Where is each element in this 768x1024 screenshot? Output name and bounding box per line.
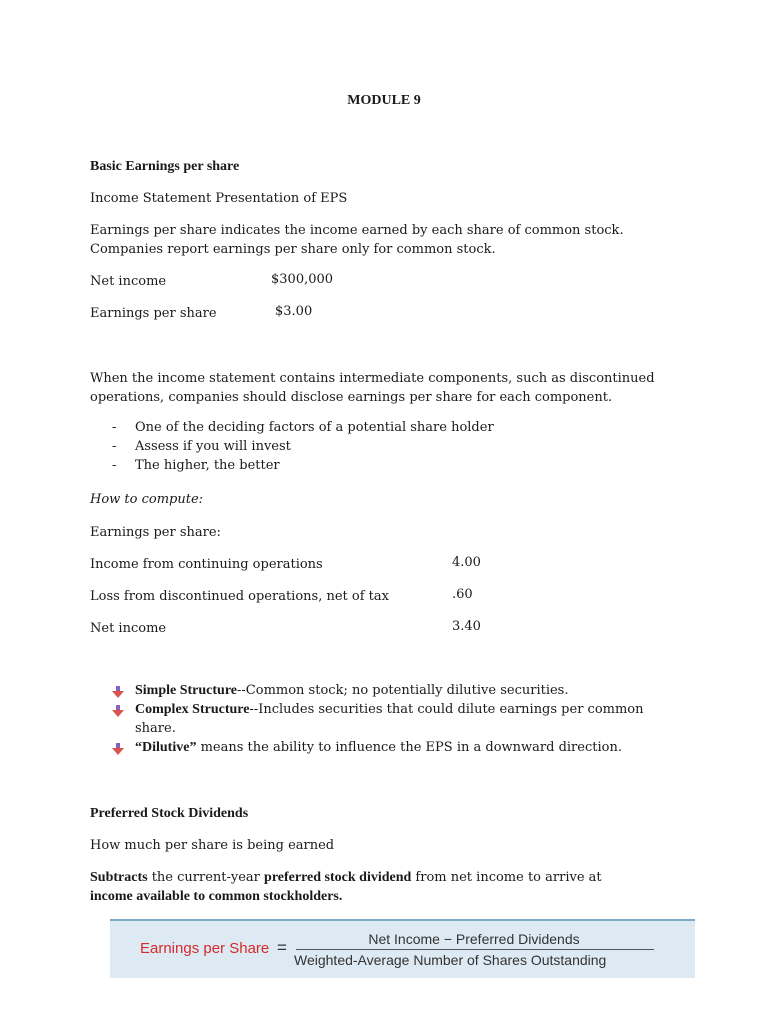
subtract-line-1 [90, 868, 602, 887]
down-arrow-icon [112, 686, 124, 698]
formula-numerator: Net Income − Preferred Dividends [368, 931, 580, 947]
dash-marker: - [112, 439, 117, 454]
down-arrow-icon [112, 743, 124, 755]
structure-term: Complex Structure [135, 702, 250, 717]
example-value-net-income: $300,000 [271, 272, 334, 287]
page-title: MODULE 9 [347, 93, 421, 108]
intro-line-1: Earnings per share indicates the income earned by each share of common stock. [90, 223, 624, 238]
list-item-text: Assess if you will invest [135, 439, 291, 454]
formula-lhs: Earnings per Share [140, 940, 270, 957]
example-label-net-income: Net income [90, 274, 167, 289]
compute-row-value: .60 [452, 587, 473, 602]
list-item-text: One of the deciding factors of a potential share holder [135, 420, 494, 435]
subtract-line-2: income available to common stockholders. [90, 889, 343, 904]
structure-desc: --Includes securities that could dilute earnings per common [249, 702, 644, 717]
subtract-text: from net income to arrive at [411, 870, 602, 885]
intermediate-line-1: When the income statement contains intermediate components, such as discontinued [90, 371, 655, 386]
structure-term: “Dilutive” [135, 740, 197, 755]
eps-formula-box [110, 919, 695, 978]
compute-row-label: Loss from discontinued operations, net of tax [90, 589, 389, 604]
eps-label: Earnings per share: [90, 525, 221, 540]
preferred-heading: Preferred Stock Dividends [90, 806, 249, 821]
how-to-compute-label: How to compute: [90, 492, 204, 507]
dash-marker: - [112, 420, 117, 435]
example-label-eps: Earnings per share [90, 306, 217, 321]
structure-term: Simple Structure [135, 683, 238, 698]
structure-desc: means the ability to influence the EPS in a downward direction. [196, 740, 622, 755]
preferred-subheading: How much per share is being earned [90, 838, 335, 853]
example-value-eps: $3.00 [275, 304, 313, 319]
compute-row-value: 4.00 [452, 555, 481, 570]
dash-marker: - [112, 458, 117, 473]
compute-row-value: 3.40 [452, 619, 481, 634]
basic-eps-heading: Basic Earnings per share [90, 159, 240, 174]
intermediate-line-2: operations, companies should disclose earnings per share for each component. [90, 390, 613, 405]
down-arrow-icon [112, 705, 124, 717]
structure-desc-continuation: share. [135, 721, 176, 736]
preferred-dividend-term: preferred stock dividend [264, 870, 412, 885]
compute-row-label: Income from continuing operations [90, 557, 323, 572]
subtract-term: Subtracts [90, 870, 148, 885]
structure-desc: --Common stock; no potentially dilutive securities. [237, 683, 569, 698]
formula-equals: = [277, 938, 287, 957]
fraction-bar [296, 949, 654, 950]
subtract-text: the current-year [147, 870, 265, 885]
intro-line-2: Companies report earnings per share only for common stock. [90, 242, 496, 257]
formula-denominator: Weighted-Average Number of Shares Outstanding [294, 952, 607, 968]
compute-row-label: Net income [90, 621, 167, 636]
list-item-text: The higher, the better [135, 458, 280, 473]
income-statement-heading: Income Statement Presentation of EPS [90, 191, 348, 206]
